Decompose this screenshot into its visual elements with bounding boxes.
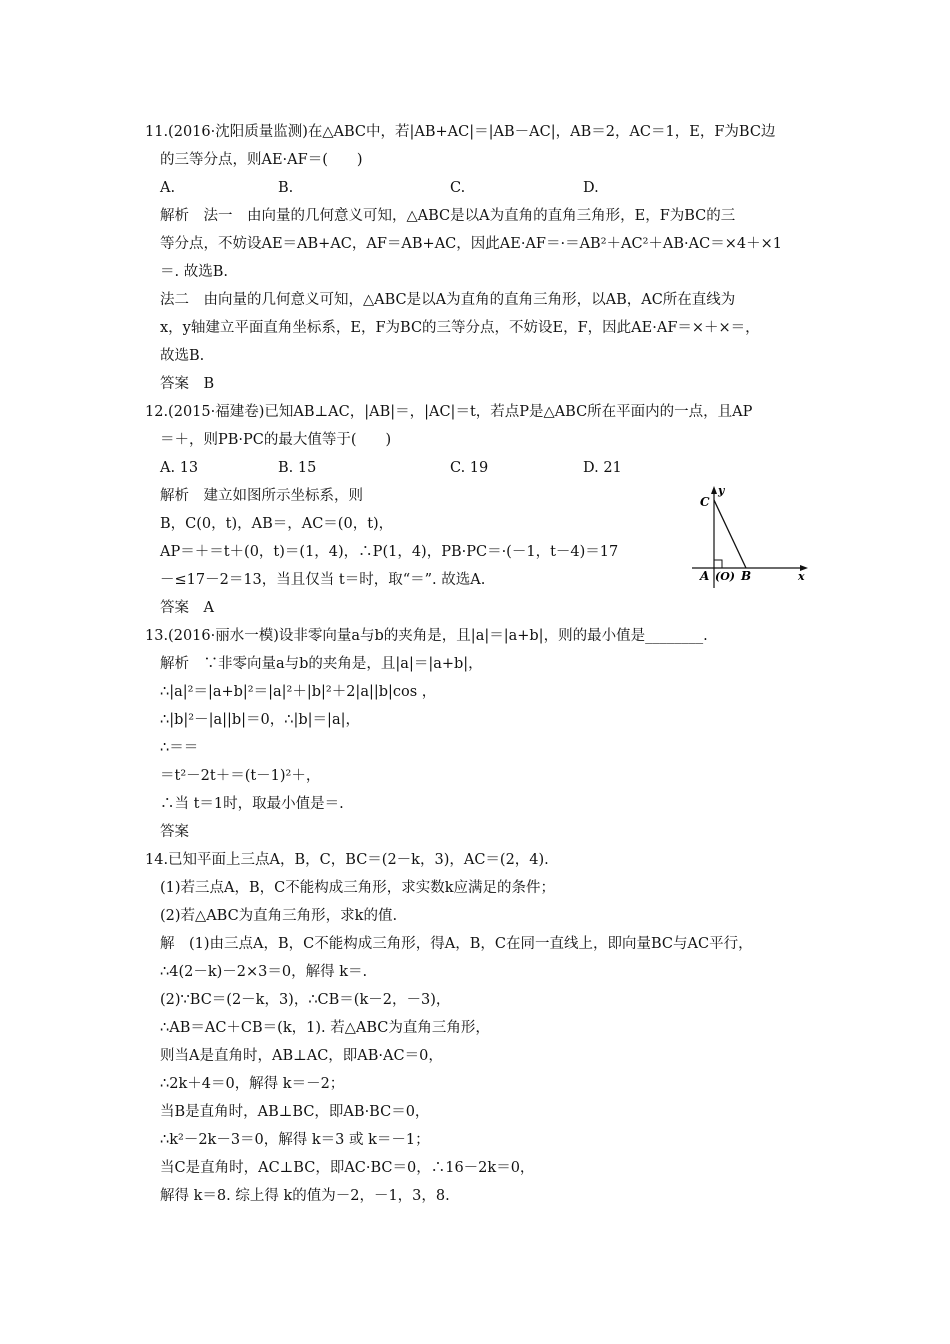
q14-stem-line-2: (1)若三点A，B，C不能构成三角形，求实数k应满足的条件； (160, 880, 556, 896)
q11-option-a: A. (160, 180, 176, 196)
label-b: B (741, 569, 752, 583)
q12-solution-line-4: －≤17－2＝13，当且仅当 t＝时，取“＝”. 故选A. (160, 572, 486, 588)
q14-solution-line-8: ∴k²－2k－3＝0，解得 k＝3 或 k＝－1； (160, 1132, 430, 1148)
q12-stem-line-1: 12.(2015·福建卷)已知AB⊥AC，|AB|＝，|AC|＝t，若点P是△ABC所在平面内的一点，且AP (145, 404, 753, 420)
q14-stem-line-3: (2)若△ABC为直角三角形，求k的值. (160, 908, 398, 924)
q14-solution-line-4: ∴AB＝AC＋CB＝(k，1). 若△ABC为直角三角形， (160, 1020, 490, 1036)
right-angle-mark (714, 560, 722, 568)
q14-solution-line-7: 当B是直角时，AB⊥BC，即AB·BC＝0， (160, 1104, 430, 1120)
q11-option-c: C. (450, 180, 466, 196)
q13-solution-line-2: ∴|a|²＝|a+b|²＝|a|²＋|b|²＋2|a||b|cos ， (160, 684, 437, 700)
q14-stem-line-1: 14.已知平面上三点A，B，C，BC＝(2－k，3)，AC＝(2，4). (145, 852, 549, 868)
label-a: A (700, 569, 710, 583)
q13-solution-line-5: ＝t²－2t＋＝(t－1)²＋， (160, 768, 321, 784)
label-c: C (700, 495, 710, 509)
label-y: y (718, 484, 725, 497)
q12-option-d: D. 21 (583, 460, 622, 476)
q11-stem-line-2: 的三等分点，则AE·AF＝( ) (160, 152, 363, 168)
q13-solution-line-4: ∴＝＝ (160, 740, 199, 756)
q14-solution-line-1: 解 (1)由三点A，B，C不能构成三角形，得A，B，C在同一直线上，即向量BC与AC平行， (160, 936, 753, 952)
q13-solution-line-6: ∴当 t＝1时，取最小值是＝. (160, 796, 344, 812)
q14-solution-line-5: 则当A是直角时，AB⊥AC，即AB·AC＝0， (160, 1048, 443, 1064)
q13-answer: 答案 (160, 824, 189, 840)
label-o: (O) (715, 570, 735, 583)
q14-solution-line-10: 解得 k＝8. 综上得 k的值为－2，－1，3，8. (160, 1188, 450, 1204)
q11-stem-line-1: 11.(2016·沈阳质量监测)在△ABC中，若|AB+AC|＝|AB－AC|，AB＝2，AC＝1，E，F为BC边 (145, 124, 776, 140)
y-axis-arrow-icon (711, 486, 717, 494)
q13-solution-line-3: ∴|b|²－|a||b|＝0，∴|b|＝|a|， (160, 712, 360, 728)
q11-solution-line-6: 故选B. (160, 348, 205, 364)
q11-option-b: B. (278, 180, 294, 196)
segment-cb (714, 500, 746, 568)
q14-solution-line-6: ∴2k＋4＝0，解得 k＝－2； (160, 1076, 345, 1092)
q13-solution-line-1: 解析 ∵非零向量a与b的夹角是，且|a|＝|a+b|， (160, 656, 483, 672)
q14-solution-line-3: (2)∵BC＝(2－k，3)，∴CB＝(k－2，－3)， (160, 992, 451, 1008)
q11-solution-line-2: 等分点，不妨设AE＝AB+AC，AF＝AB+AC，因此AE·AF＝·＝AB²＋AC²＋AB·AC＝×4＋×1 (160, 236, 782, 252)
q12-option-b: B. 15 (278, 460, 317, 476)
label-x: x (798, 570, 805, 583)
q12-solution-line-3: AP＝＋＝t＋(0，t)＝(1，4)，∴P(1，4)，PB·PC＝·(－1，t－4)＝17 (160, 544, 619, 560)
q12-answer: 答案 A (160, 600, 214, 616)
q13-stem-line-1: 13.(2016·丽水一模)设非零向量a与b的夹角是，且|a|＝|a+b|，则的最小值是________. (145, 628, 708, 644)
q12-option-c: C. 19 (450, 460, 489, 476)
q12-solution-line-1: 解析 建立如图所示坐标系，则 (160, 488, 363, 504)
q11-solution-line-3: ＝. 故选B. (160, 264, 228, 280)
q14-solution-line-9: 当C是直角时，AC⊥BC，即AC·BC＝0，∴16－2k＝0， (160, 1160, 535, 1176)
q11-answer: 答案 B (160, 376, 215, 392)
q14-solution-line-2: ∴4(2－k)－2×3＝0，解得 k＝. (160, 964, 368, 980)
q11-option-d: D. (583, 180, 599, 196)
q11-solution-line-4: 法二 由向量的几何意义可知，△ABC是以A为直角的直角三角形，以AB，AC所在直线为 (160, 292, 736, 308)
q12-solution-line-2: B，C(0，t)，AB＝，AC＝(0，t)， (160, 516, 394, 532)
q12-coordinate-figure (688, 480, 812, 592)
q11-solution-line-5: x，y轴建立平面直角坐标系，E，F为BC的三等分点，不妨设E，F，因此AE·AF＝×＋×＝， (160, 320, 760, 336)
q11-solution-line-1: 解析 法一 由向量的几何意义可知，△ABC是以A为直角的直角三角形，E，F为BC的三 (160, 208, 736, 224)
q12-stem-line-2: ＝＋，则PB·PC的最大值等于( ) (160, 432, 392, 448)
q12-option-a: A. 13 (160, 460, 199, 476)
